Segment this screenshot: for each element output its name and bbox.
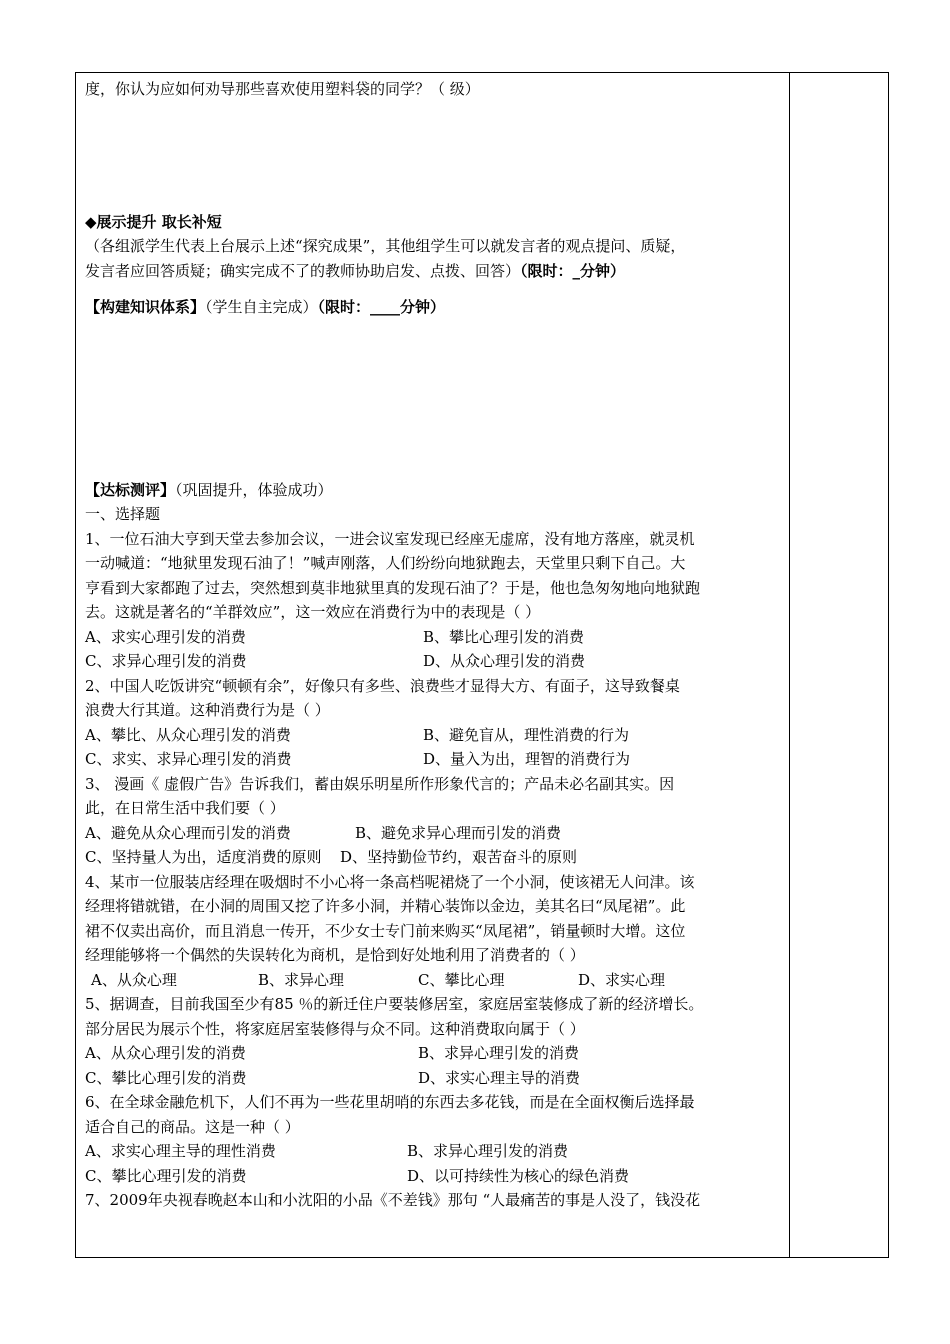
question-2-options-row [85,747,775,772]
question-6-options-row [85,1164,775,1189]
q6-option-a: A、求实心理主导的理性消费 [85,1142,276,1160]
main-cell [85,77,775,1213]
question-5-line: 部分居民为展示个性，将家庭居室装修得与众不同。这种消费取向属于（ ） [85,1019,585,1038]
q4-option-a: A、从众心理 [91,970,177,989]
q3-option-b: B、避免求异心理而引发的消费 [355,823,562,842]
question-3-line: 3、 漫画《 虚假广告》告诉我们，蓄由娱乐明星所作形象代言的；产品未必名副其实。因 [85,774,675,793]
q2-option-a: A、攀比、从众心理引发的消费 [85,725,291,744]
question-3-line: 此，在日常生活中我们要（ ） [85,799,285,817]
q6-option-c: C、攀比心理引发的消费 [85,1166,247,1185]
q4-option-c: C、攀比心理 [418,970,505,989]
q6-option-b: B、求异心理引发的消费 [407,1142,569,1160]
showcase-heading: ◆展示提升 取长补短 [85,212,222,231]
q3-option-d: D、坚持勤俭节约，艰苦奋斗的原则 [340,848,578,866]
question-1-line: 去。这就是著名的“羊群效应”，这一效应在消费行为中的表现是（ ） [85,603,541,621]
question-2-options-row [85,723,775,748]
question-4-line: 裙不仅卖出高价，而且消息一传开，不少女士专门前来购买“凤尾裙”，销量顿时大增。这位 [85,921,686,940]
q4-option-d: D、求实心理 [578,970,666,989]
q5-option-b: B、求异心理引发的消费 [418,1044,580,1062]
question-6-options-row [85,1139,775,1164]
question-3-options-row [85,821,775,846]
showcase-text-2-body: 发言者应回答质疑；确实完成不了的教师协助启发、点拨、回答） [85,261,521,280]
q5-option-a: A、从众心理引发的消费 [85,1044,246,1062]
question-4-line: 4、某市一位服装店经理在吸烟时不小心将一条高档呢裙烧了一个小洞，使该裙无人问津。该 [85,872,695,891]
test-line [85,478,775,503]
question-2-line: 2、中国人吃饭讲究“顿顿有余”，好像只有多些、浪费些才显得大方、有面子，这导致餐桌 [85,676,680,695]
q1-option-a: A、求实心理引发的消费 [85,627,246,646]
q6-option-d: D、以可持续性为核心的绿色消费 [407,1166,630,1185]
section-title: 一、选择题 [85,505,161,523]
question-4-options-row [85,968,775,993]
q1-option-c: C、求异心理引发的消费 [85,652,247,670]
question-7-line: 7、2009年央视春晚赵本山和小沈阳的小品《不差钱》那句 “人最痛苦的事是人没了，钱没花 [85,1191,701,1209]
q4-option-b: B、求异心理 [258,970,345,989]
question-4-line: 经理将错就错，在小洞的周围又挖了许多小洞，并精心装饰以金边，美其名曰“凤尾裙”。此 [85,897,686,915]
q2-option-c: C、求实、求异心理引发的消费 [85,750,292,768]
question-1-options-row [85,625,775,650]
question-1-line: 一动喊道：“地狱里发现石油了！”喊声刚落，人们纷纷向地狱跑去，天堂里只剩下自己。大 [85,554,686,572]
question-5-options-row [85,1041,775,1066]
q3-option-c: C、坚持量人为出，适度消费的原则 [85,848,322,866]
question-1-line: 亨看到大家都跑了过去，突然想到莫非地狱里真的发现石油了？于是，他也急匆匆地向地狱跑 [85,578,701,597]
test-note: （巩固提升，体验成功） [175,480,333,499]
question-6-line: 6、在全球金融危机下，人们不再为一些花里胡哨的东西去多花钱，而是在全面权衡后选择最 [85,1093,695,1111]
q5-option-c: C、攀比心理引发的消费 [85,1068,247,1087]
question-2-line: 浪费大行其道。这种消费行为是（ ） [85,701,330,719]
question-5-options-row [85,1066,775,1091]
question-1-line: 1、一位石油大亨到天堂去参加会议，一进会议室发现已经座无虚席，没有地方落座，就灵机 [85,529,695,548]
q1-option-d: D、从众心理引发的消费 [423,652,586,670]
question-1-options-row [85,649,775,674]
test-heading: 【达标测评】 [85,480,176,499]
q2-option-d: D、量入为出，理智的消费行为 [423,750,631,768]
question-5-line: 5、据调查，目前我国至少有85 ％的新迁住户要装修居室，家庭居室装修成了新的经济增长。 [85,995,704,1013]
knowledge-limit: （限时：____分钟） [317,298,446,316]
q5-option-d: D、求实心理主导的消费 [418,1068,581,1087]
question-3-options-row [85,845,775,870]
q3-option-a: A、避免从众心理而引发的消费 [85,823,291,842]
q2-option-b: B、避免盲从，理性消费的行为 [423,725,630,744]
column-divider [789,73,790,1257]
top-line: 度，你认为应如何劝导那些喜欢使用塑料袋的同学？（ 级） [85,80,480,98]
knowledge-note: （学生自主完成） [205,298,318,316]
showcase-limit: （限时：_分钟） [520,261,626,280]
question-4-line: 经理能够将一个偶然的失误转化为商机，是恰到好处地利用了消费者的（ ） [85,946,585,964]
showcase-text-1: （各组派学生代表上台展示上述“探究成果”，其他组学生可以就发言者的观点提问、质疑， [85,237,686,255]
question-6-line: 适合自己的商品。这是一种（ ） [85,1117,300,1136]
knowledge-heading: 【构建知识体系】 [85,298,206,316]
page-table [75,72,889,1258]
showcase-text-2 [85,259,775,284]
q1-option-b: B、攀比心理引发的消费 [423,627,585,646]
knowledge-line [85,295,775,320]
